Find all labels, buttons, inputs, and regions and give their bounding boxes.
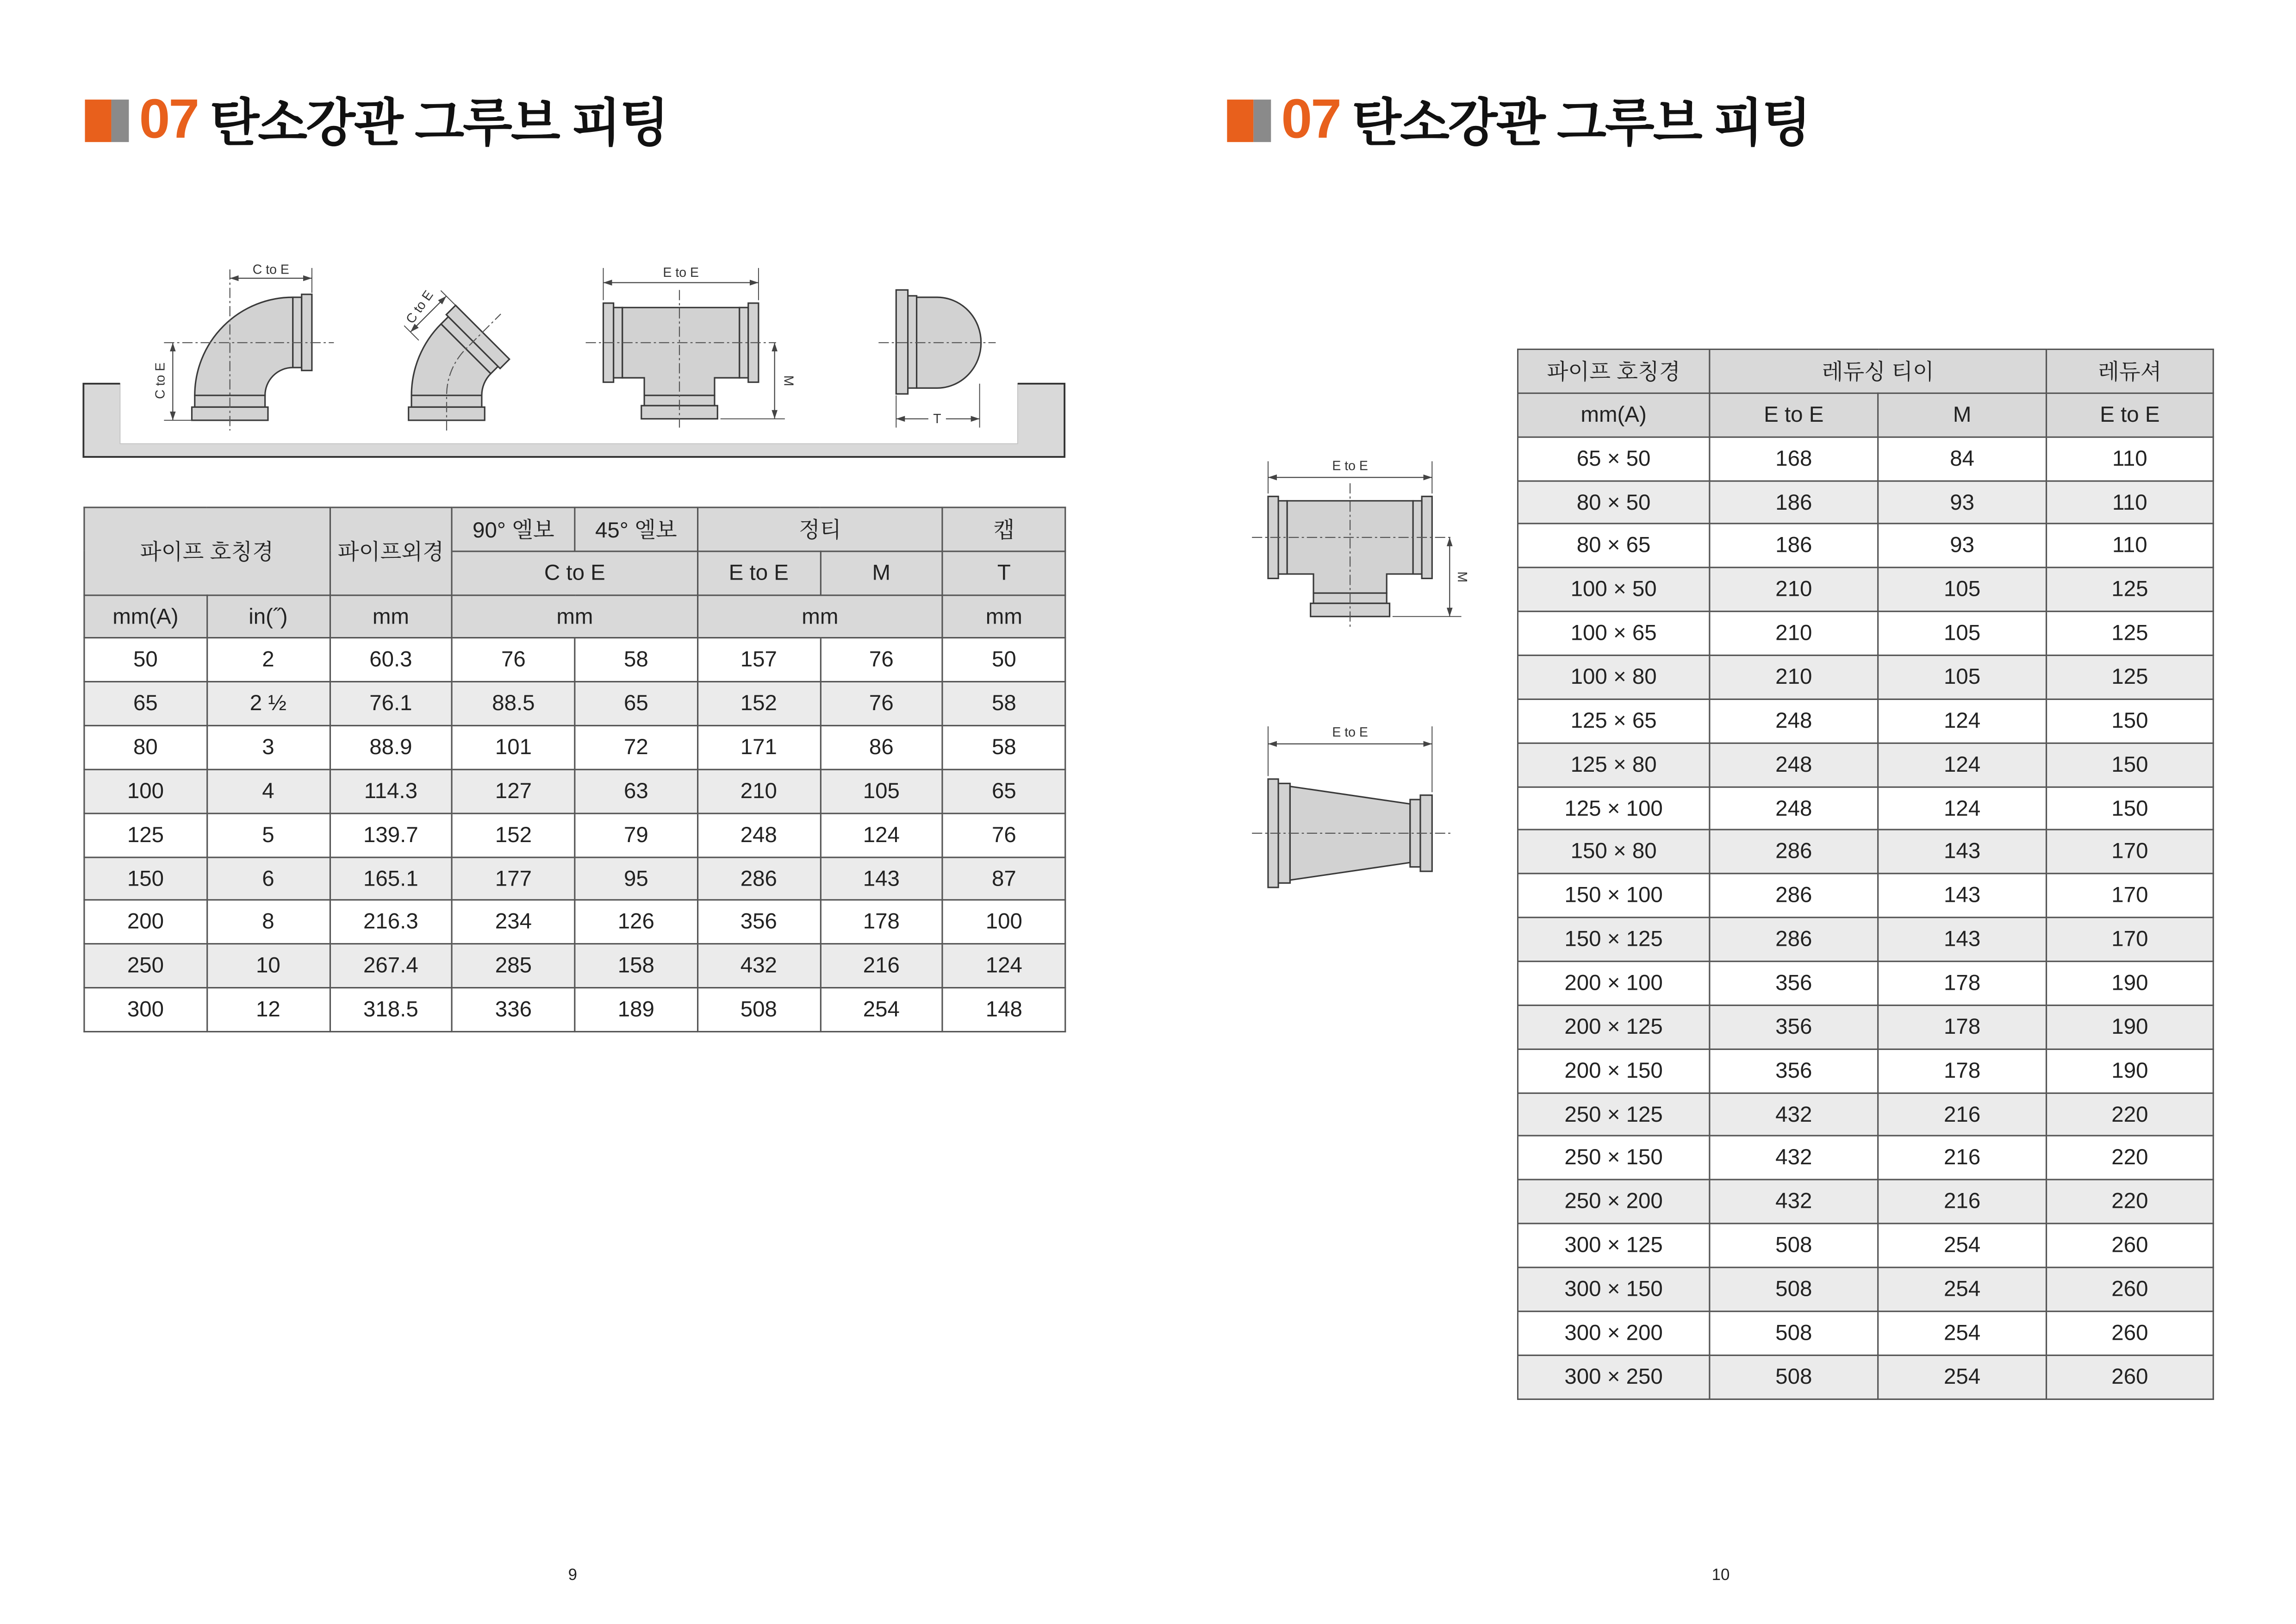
table-row	[84, 988, 1065, 1031]
table-cell: 124	[1878, 787, 2047, 830]
table-cell: 58	[943, 682, 1065, 725]
table-cell: 65 × 50	[1518, 437, 1709, 480]
table-row	[1518, 962, 2213, 1005]
table-cell: 432	[1710, 1137, 1878, 1180]
table-cell: 250 × 150	[1518, 1137, 1709, 1180]
table-cell: 101	[452, 726, 575, 769]
table-cell: 260	[2047, 1268, 2214, 1311]
table-row	[1518, 918, 2213, 961]
table-row	[1518, 568, 2213, 612]
table-cell: 432	[697, 944, 820, 988]
header-t: T	[943, 551, 1065, 594]
table-cell: 250 × 200	[1518, 1180, 1709, 1224]
table-cell: 260	[2047, 1311, 2214, 1355]
table-cell: 300	[84, 988, 207, 1031]
table-cell: 216	[1878, 1093, 2047, 1136]
header-c-to-e: C to E	[452, 551, 697, 594]
table-cell: 124	[1878, 699, 2047, 743]
table-cell: 210	[1710, 568, 1878, 612]
table-cell: 186	[1710, 524, 1878, 568]
table-cell: 100	[943, 900, 1065, 944]
table-cell: 220	[2047, 1180, 2214, 1224]
table-cell: 58	[943, 726, 1065, 769]
header-pipe-size: 파이프 호칭경	[1518, 349, 1709, 393]
table-cell: 100 × 80	[1518, 656, 1709, 699]
table-cell: 260	[2047, 1355, 2214, 1399]
table-row	[1518, 656, 2213, 699]
table-cell: 254	[1878, 1355, 2047, 1399]
table-row	[1518, 524, 2213, 568]
table-cell: 170	[2047, 918, 2214, 961]
table-cell: 220	[2047, 1137, 2214, 1180]
unit-cell: mm	[452, 595, 697, 638]
table-cell: 300 × 200	[1518, 1311, 1709, 1355]
table-cell: 126	[575, 900, 697, 944]
dimension-label: C to E	[153, 362, 168, 399]
table-cell: 100 × 65	[1518, 612, 1709, 655]
extension-line	[441, 291, 455, 306]
table-cell: 80 × 50	[1518, 481, 1709, 524]
table-cell: 125 × 80	[1518, 743, 1709, 786]
table-cell: 200 × 125	[1518, 1005, 1709, 1049]
dimension-label: E to E	[1332, 458, 1368, 474]
table-cell: 168	[1710, 437, 1878, 480]
header-outer-diameter: 파이프외경	[330, 507, 452, 595]
header-cap: 캡	[943, 507, 1065, 551]
page-number: 9	[568, 1567, 577, 1585]
table-cell: 63	[575, 769, 697, 813]
table-row	[1518, 830, 2213, 874]
table-cell: 76	[820, 638, 943, 682]
table-cell: 220	[2047, 1093, 2214, 1136]
table-cell: 216	[1878, 1180, 2047, 1224]
fittings-diagram	[73, 249, 1083, 468]
table-cell: 125	[2047, 612, 2214, 655]
table-cell: 190	[2047, 962, 2214, 1005]
table-cell: 216	[820, 944, 943, 988]
page-number: 10	[1711, 1567, 1730, 1585]
table-body	[1518, 437, 2213, 1399]
table-cell: 285	[452, 944, 575, 988]
table-unit-row	[84, 595, 1065, 638]
section-number: 07	[139, 88, 199, 150]
header-m: M	[1878, 393, 2047, 437]
table-cell: 190	[2047, 1005, 2214, 1049]
table-cell: 152	[697, 682, 820, 725]
header-e-to-e: E to E	[697, 551, 820, 594]
table-cell: 178	[1878, 962, 2047, 1005]
section-marker-icon	[1227, 99, 1253, 142]
table-cell: 105	[1878, 568, 2047, 612]
table-cell: 139.7	[330, 813, 452, 857]
table-row	[1518, 699, 2213, 743]
table-cell: 248	[697, 813, 820, 857]
table-row	[84, 726, 1065, 769]
section-title: 탄소강관 그루브 피팅	[210, 95, 668, 152]
table-row	[1518, 437, 2213, 480]
table-cell: 65	[84, 682, 207, 725]
table-cell: 336	[452, 988, 575, 1031]
table-cell: 2	[207, 638, 330, 682]
table-cell: 286	[1710, 830, 1878, 874]
table-cell: 210	[697, 769, 820, 813]
table-cell: 250 × 125	[1518, 1093, 1709, 1136]
table-cell: 143	[1878, 918, 2047, 961]
table-cell: 125	[84, 813, 207, 857]
table-cell: 4	[207, 769, 330, 813]
table-cell: 356	[1710, 1005, 1878, 1049]
unit-cell: in(˝)	[207, 595, 330, 638]
table-row	[84, 769, 1065, 813]
table-cell: 124	[943, 944, 1065, 988]
table-cell: 210	[1710, 656, 1878, 699]
page-title	[85, 88, 668, 152]
table-cell: 254	[1878, 1268, 2047, 1311]
table-cell: 178	[1878, 1005, 2047, 1049]
table-cell: 150 × 100	[1518, 874, 1709, 918]
table-cell: 216.3	[330, 900, 452, 944]
table-cell: 60.3	[330, 638, 452, 682]
header-e-to-e: E to E	[1710, 393, 1878, 437]
table-row	[1518, 1093, 2213, 1136]
table-cell: 200	[84, 900, 207, 944]
table-cell: 100	[84, 769, 207, 813]
table-row	[1518, 743, 2213, 786]
table-row	[1518, 874, 2213, 918]
dimension-label: C to E	[403, 287, 436, 326]
table-cell: 12	[207, 988, 330, 1031]
table-cell: 80	[84, 726, 207, 769]
dimension-label: T	[933, 412, 941, 427]
table-cell: 72	[575, 726, 697, 769]
elbow-body	[195, 297, 293, 395]
table-cell: 216	[1878, 1137, 2047, 1180]
groove-fitting-dimension-table	[83, 506, 1066, 1032]
table-row	[1518, 1224, 2213, 1267]
table-cell: 508	[1710, 1311, 1878, 1355]
dimension-label: M	[1455, 571, 1470, 583]
table-row	[84, 857, 1065, 900]
table-cell: 105	[1878, 656, 2047, 699]
table-cell: 93	[1878, 524, 2047, 568]
table-cell: 127	[452, 769, 575, 813]
extension-line	[404, 325, 419, 340]
table-cell: 95	[575, 857, 697, 900]
table-row	[1518, 1355, 2213, 1399]
table-cell: 6	[207, 857, 330, 900]
table-cell: 110	[2047, 524, 2214, 568]
section-marker-icon	[1253, 99, 1271, 142]
table-cell: 150	[2047, 787, 2214, 830]
table-cell: 210	[1710, 612, 1878, 655]
groove-band	[908, 296, 917, 388]
table-cell: 3	[207, 726, 330, 769]
header-pipe-size: 파이프 호칭경	[84, 507, 330, 595]
table-cell: 150	[2047, 743, 2214, 786]
table-cell: 508	[697, 988, 820, 1031]
unit-cell: mm(A)	[1518, 393, 1709, 437]
table-row	[84, 944, 1065, 988]
table-cell: 79	[575, 813, 697, 857]
table-cell: 254	[1878, 1311, 2047, 1355]
reducer-drawing	[1252, 725, 1452, 887]
header-tee: 정티	[697, 507, 943, 551]
table-cell: 84	[1878, 437, 2047, 480]
table-cell: 143	[1878, 830, 2047, 874]
table-cell: 267.4	[330, 944, 452, 988]
groove-band	[896, 290, 908, 394]
table-cell: 150	[2047, 699, 2214, 743]
table-header-row	[84, 507, 1065, 551]
table-body	[84, 638, 1065, 1031]
header-elbow-45: 45° 엘보	[575, 507, 697, 551]
table-cell: 148	[943, 988, 1065, 1031]
table-cell: 200 × 150	[1518, 1049, 1709, 1093]
table-cell: 300 × 150	[1518, 1268, 1709, 1311]
table-row	[84, 813, 1065, 857]
table-cell: 508	[1710, 1268, 1878, 1311]
table-cell: 125 × 65	[1518, 699, 1709, 743]
table-row	[1518, 1137, 2213, 1180]
header-m: M	[820, 551, 943, 594]
table-cell: 178	[820, 900, 943, 944]
table-cell: 248	[1710, 699, 1878, 743]
table-cell: 76	[943, 813, 1065, 857]
table-cell: 50	[943, 638, 1065, 682]
table-cell: 157	[697, 638, 820, 682]
table-cell: 508	[1710, 1224, 1878, 1267]
table-cell: 260	[2047, 1224, 2214, 1267]
dimension-label: E to E	[1332, 725, 1368, 740]
table-cell: 76	[452, 638, 575, 682]
table-cell: 300 × 250	[1518, 1355, 1709, 1399]
section-number: 07	[1281, 88, 1340, 150]
table-cell: 356	[697, 900, 820, 944]
table-row	[1518, 1005, 2213, 1049]
groove-band	[302, 294, 312, 370]
reducing-tee-drawing	[1252, 458, 1469, 630]
table-cell: 508	[1710, 1355, 1878, 1399]
table-cell: 110	[2047, 437, 2214, 480]
table-cell: 150 × 125	[1518, 918, 1709, 961]
table-cell: 200 × 100	[1518, 962, 1709, 1005]
tee-drawing	[586, 265, 796, 428]
table-row	[1518, 1049, 2213, 1093]
table-cell: 65	[943, 769, 1065, 813]
table-cell: 125	[2047, 656, 2214, 699]
table-cell: 86	[820, 726, 943, 769]
table-row	[1518, 612, 2213, 655]
section-marker-icon	[111, 99, 129, 142]
header-elbow-90: 90° 엘보	[452, 507, 575, 551]
table-cell: 432	[1710, 1093, 1878, 1136]
cap-drawing	[878, 290, 996, 427]
table-cell: 125	[2047, 568, 2214, 612]
dimension-label: E to E	[663, 265, 699, 280]
table-row	[1518, 1180, 2213, 1224]
table-cell: 165.1	[330, 857, 452, 900]
unit-cell: mm	[330, 595, 452, 638]
table-row	[1518, 787, 2213, 830]
table-cell: 356	[1710, 1049, 1878, 1093]
table-cell: 170	[2047, 830, 2214, 874]
table-cell: 124	[1878, 743, 2047, 786]
table-cell: 248	[1710, 787, 1878, 830]
table-cell: 105	[1878, 612, 2047, 655]
table-cell: 65	[575, 682, 697, 725]
table-cell: 110	[2047, 481, 2214, 524]
table-row	[1518, 1311, 2213, 1355]
table-cell: 88.9	[330, 726, 452, 769]
groove-band	[293, 297, 302, 368]
table-cell: 189	[575, 988, 697, 1031]
table-cell: 300 × 125	[1518, 1224, 1709, 1267]
table-cell: 248	[1710, 743, 1878, 786]
table-cell: 50	[84, 638, 207, 682]
table-cell: 286	[1710, 918, 1878, 961]
table-row	[84, 900, 1065, 944]
unit-cell: mm(A)	[84, 595, 207, 638]
table-cell: 356	[1710, 962, 1878, 1005]
table-cell: 286	[1710, 874, 1878, 918]
table-header-row	[1518, 349, 2213, 393]
tee-body	[622, 307, 740, 395]
table-cell: 234	[452, 900, 575, 944]
table-cell: 186	[1710, 481, 1878, 524]
table-cell: 150	[84, 857, 207, 900]
page-title	[1227, 88, 1810, 152]
table-row	[1518, 481, 2213, 524]
unit-cell: mm	[943, 595, 1065, 638]
table-cell: 5	[207, 813, 330, 857]
table-cell: 432	[1710, 1180, 1878, 1224]
table-cell: 152	[452, 813, 575, 857]
table-cell: 318.5	[330, 988, 452, 1031]
table-cell: 143	[820, 857, 943, 900]
table-row	[84, 682, 1065, 725]
section-title: 탄소강관 그루브 피팅	[1352, 95, 1810, 152]
header-reducing-tee: 레듀싱 티이	[1710, 349, 2047, 393]
table-cell: 76.1	[330, 682, 452, 725]
table-cell: 254	[820, 988, 943, 1031]
table-cell: 93	[1878, 481, 2047, 524]
table-cell: 170	[2047, 874, 2214, 918]
table-cell: 158	[575, 944, 697, 988]
elbow-90-drawing	[153, 262, 334, 431]
table-cell: 250	[84, 944, 207, 988]
table-cell: 8	[207, 900, 330, 944]
table-row	[1518, 1268, 2213, 1311]
table-cell: 171	[697, 726, 820, 769]
dimension-label: C to E	[252, 262, 289, 277]
table-cell: 124	[820, 813, 943, 857]
table-cell: 58	[575, 638, 697, 682]
elbow-45-drawing	[403, 288, 510, 431]
table-cell: 88.5	[452, 682, 575, 725]
table-cell: 150 × 80	[1518, 830, 1709, 874]
table-cell: 190	[2047, 1049, 2214, 1093]
table-header-row	[1518, 393, 2213, 437]
reducing-fitting-dimension-table	[1517, 349, 2214, 1399]
table-cell: 80 × 65	[1518, 524, 1709, 568]
table-cell: 10	[207, 944, 330, 988]
unit-cell: mm	[697, 595, 943, 638]
table-cell: 254	[1878, 1224, 2047, 1267]
table-cell: 178	[1878, 1049, 2047, 1093]
table-cell: 177	[452, 857, 575, 900]
table-row	[84, 638, 1065, 682]
reducing-fittings-diagram	[1237, 447, 1479, 901]
table-cell: 143	[1878, 874, 2047, 918]
dimension-label: M	[781, 375, 796, 387]
table-cell: 87	[943, 857, 1065, 900]
table-cell: 2 ½	[207, 682, 330, 725]
table-cell: 114.3	[330, 769, 452, 813]
header-reducer: 레듀셔	[2047, 349, 2214, 393]
table-cell: 125 × 100	[1518, 787, 1709, 830]
header-e-to-e: E to E	[2047, 393, 2214, 437]
table-cell: 105	[820, 769, 943, 813]
table-cell: 76	[820, 682, 943, 725]
table-cell: 100 × 50	[1518, 568, 1709, 612]
section-marker-icon	[85, 99, 112, 142]
table-cell: 286	[697, 857, 820, 900]
